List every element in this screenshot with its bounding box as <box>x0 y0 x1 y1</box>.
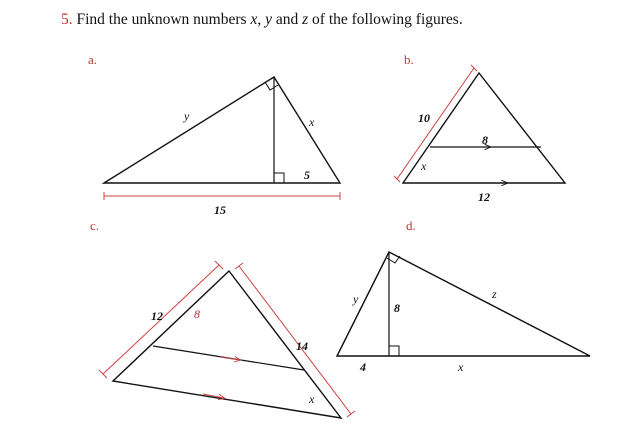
problem-number: 5. <box>61 11 73 28</box>
figure-b-label-12: 12 <box>478 190 490 204</box>
title-text-before: Find the unknown numbers <box>76 11 247 28</box>
part-d-label: d. <box>406 218 416 233</box>
figure-a-right-angle-top <box>265 82 278 90</box>
figure-c-arrow-top <box>220 357 240 360</box>
title-var-y: y <box>265 11 272 28</box>
part-c-label: c. <box>90 218 100 233</box>
title-text-after: of the following figures. <box>312 11 463 28</box>
figure-b-triangle <box>403 73 565 183</box>
figure-d-right-angle-foot <box>389 346 399 356</box>
figure-c-label-x: x <box>309 392 315 406</box>
figure-c-label-12: 12 <box>151 309 163 323</box>
figure-b-dim-tick-low <box>394 176 400 182</box>
figure-b-label-x: x <box>421 159 427 173</box>
figure-c-right-tick-low <box>347 411 355 417</box>
figure-a <box>104 77 340 217</box>
figure-a-label-15: 15 <box>214 203 226 217</box>
figure-b <box>394 65 565 204</box>
figure-d-triangle <box>337 252 590 356</box>
figure-c-right-tick-high <box>235 263 243 269</box>
figure-d-label-8: 8 <box>394 301 400 315</box>
title-sep-1: , <box>257 11 262 28</box>
title-sep-2: and <box>275 11 299 28</box>
figure-c-label-14: 14 <box>296 339 308 353</box>
figure-c <box>99 261 355 418</box>
figure-a-label-x: x <box>309 115 315 129</box>
title-var-x: x <box>250 11 258 28</box>
figure-d-label-z: z <box>492 287 497 301</box>
part-b-label: b. <box>404 52 414 67</box>
figure-b-side-dimension <box>397 68 474 179</box>
figure-d-label-4: 4 <box>360 360 366 374</box>
figure-b-dim-tick-high <box>471 65 477 71</box>
figure-b-label-10: 10 <box>418 111 430 125</box>
figure-a-label-y: y <box>184 109 190 123</box>
figure-d-label-y: y <box>353 292 359 306</box>
figure-a-right-angle-foot <box>274 173 284 183</box>
figure-a-label-5: 5 <box>304 168 310 182</box>
figure-d-label-x: x <box>458 360 464 374</box>
figure-b-label-8: 8 <box>482 133 488 147</box>
part-a-label: a. <box>88 52 98 67</box>
figure-c-label-8: 8 <box>194 307 200 321</box>
figure-d <box>337 252 590 374</box>
figure-c-right-dimension <box>239 266 351 414</box>
title-var-z: z <box>302 11 309 28</box>
